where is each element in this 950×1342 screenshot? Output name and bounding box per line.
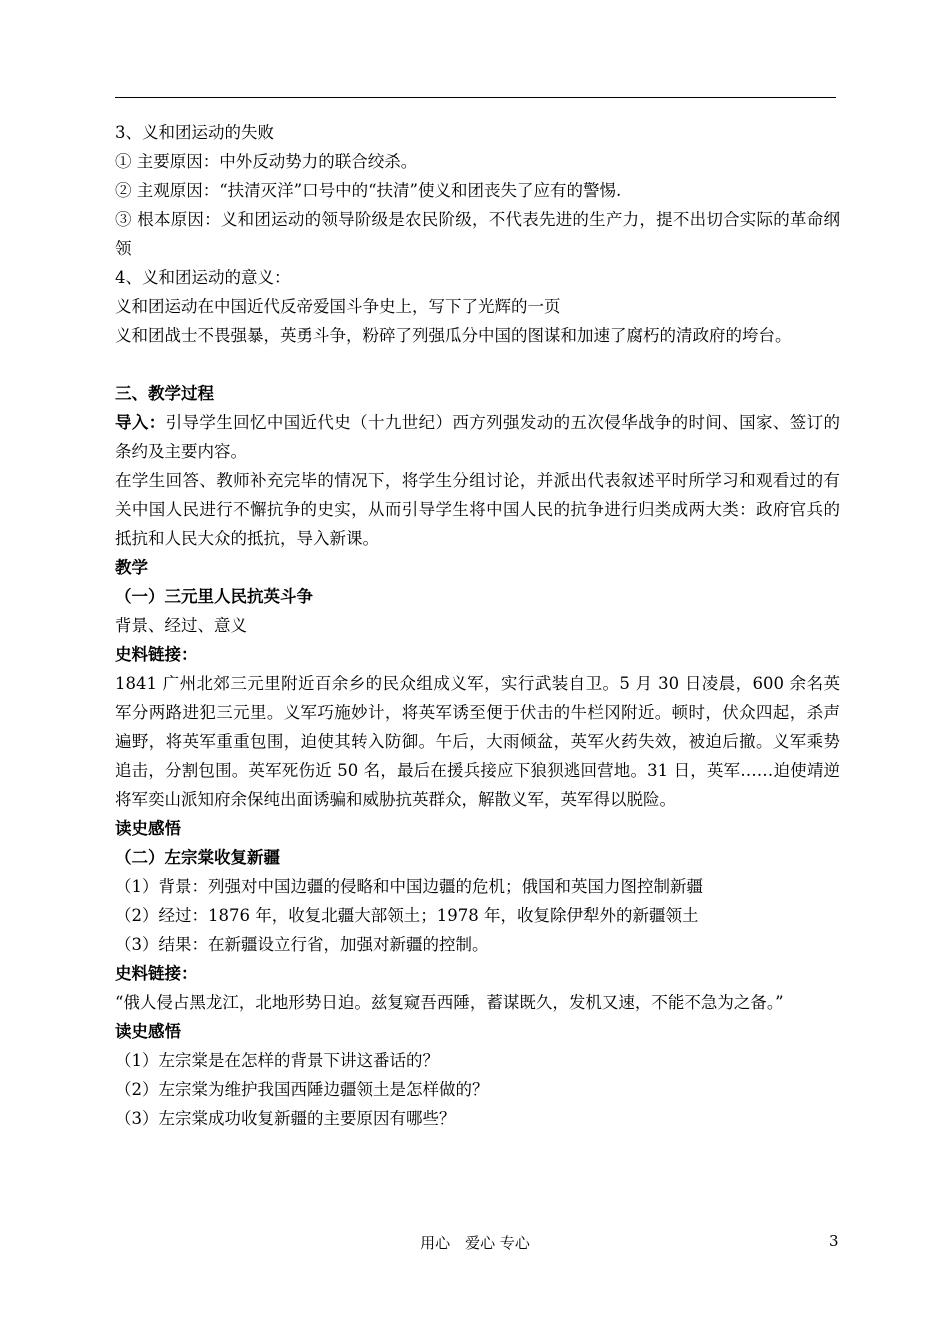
process-paragraph: 在学生回答、教师补充完毕的情况下，将学生分组讨论，并派出代表叙述平时所学习和观看过的有关中国人民进行不懈抗争的史实，从而引导学生将中国人民的抗争进行归类成两大类：政府官兵的抵抗和人民大众的抵抗，导入新课。: [115, 471, 840, 548]
page-body: [115, 118, 840, 1133]
part1-reflect: 读史感悟: [115, 819, 181, 838]
sec3-title: 3、义和团运动的失败: [115, 123, 274, 142]
teach-heading: 教学: [115, 558, 148, 577]
footer-slogan: 用心 爱心 专心: [420, 1234, 530, 1252]
part2-title: （二）左宗棠收复新疆: [115, 848, 280, 867]
part1-link-label: 史料链接：: [115, 645, 198, 664]
part2-link-label: 史料链接：: [115, 964, 198, 983]
spacer: [115, 350, 840, 379]
process-heading: 三、教学过程: [115, 384, 214, 403]
part2-result: （3）结果：在新疆设立行省，加强对新疆的控制。: [115, 935, 489, 954]
sec4-significance-1: 义和团运动在中国近代反帝爱国斗争史上，写下了光辉的一页: [115, 297, 561, 316]
sec3-main-cause: ① 主要原因：中外反动势力的联合绞杀。: [115, 152, 418, 171]
header-rule: [115, 97, 836, 98]
sec3-subjective-cause: ② 主观原因：“扶清灭洋”口号中的“扶清”使义和团丧失了应有的警惕.: [115, 181, 622, 200]
sec3-root-cause: ③ 根本原因：义和团运动的领导阶级是农民阶级，不代表先进的生产力，提不出切合实际的革命纲领: [115, 210, 840, 258]
part2-background: （1）背景：列强对中国边疆的侵略和中国边疆的危机；俄国和英国力图控制新疆: [115, 877, 703, 896]
part2-question-2: （2）左宗棠为维护我国西陲边疆领土是怎样做的？: [115, 1080, 489, 1099]
part2-question-3: （3）左宗棠成功收复新疆的主要原因有哪些？: [115, 1109, 456, 1128]
part1-link-text: 1841 广州北郊三元里附近百余乡的民众组成义军，实行武装自卫。5 月 30 日凌晨，600 余名英军分两路进犯三元里。义军巧施妙计，将英军诱至便于伏击的牛栏冈附近。顿时，伏众四起，杀声遍野，将英军重重包围，迫使其转入防御。午后，大雨倾盆，英军火药失效，被迫后撤。义军乘势追击，分割包围。英军死伤近 50 名，最后在援兵接应下狼狈逃回营地。31 日，英军……迫使靖逆将军奕山派知府余保纯出面诱骗和威胁抗英群众，解散义军，英军得以脱险。: [115, 674, 840, 809]
intro-text: 引导学生回忆中国近代史（十九世纪）西方列强发动的五次侵华战争的时间、国家、签订的条约及主要内容。: [115, 413, 841, 461]
part2-reflect: 读史感悟: [115, 1022, 181, 1041]
part2-quote: “俄人侵占黑龙江，北地形势日迫。兹复窥吾西陲，蓄谋既久，发机又速，不能不急为之备。”: [115, 993, 784, 1012]
intro-paragraph: [115, 408, 840, 466]
page-number: 3: [829, 1232, 839, 1250]
part1-sub: 背景、经过、意义: [115, 616, 247, 635]
part1-title: （一）三元里人民抗英斗争: [115, 587, 313, 606]
part2-process: （2）经过：1876 年，收复北疆大部领土；1978 年，收复除伊犁外的新疆领土: [115, 906, 699, 925]
sec4-title: 4、义和团运动的意义：: [115, 268, 291, 287]
intro-label: 导入：: [115, 413, 166, 432]
sec4-significance-2: 义和团战士不畏强暴，英勇斗争，粉碎了列强瓜分中国的图谋和加速了腐朽的清政府的垮台。: [115, 326, 792, 345]
part2-question-1: （1）左宗棠是在怎样的背景下讲这番话的？: [115, 1051, 439, 1070]
